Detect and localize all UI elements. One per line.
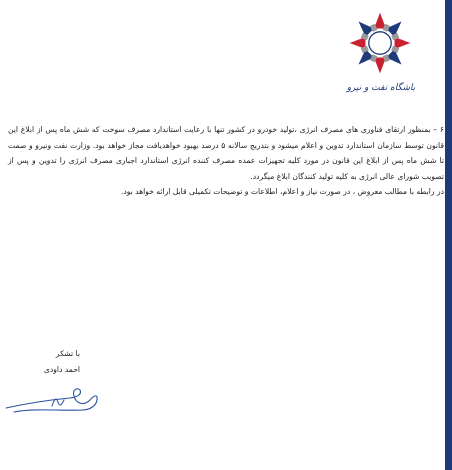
star-emblem-icon [347, 10, 413, 76]
signer-name: احمد داودی [43, 365, 80, 374]
closing-thanks: با تشکر [55, 349, 80, 358]
paragraph-note: در رابطه با مطالب معروض ، در صورت نیاز و اعلام، اطلاعات و توضیحات تکمیلی قابل ارائه خواهد بود. [120, 187, 444, 197]
org-name: باشگاه نفت و نیرو [346, 83, 416, 93]
handwritten-signature [4, 386, 104, 422]
paragraph-main: ۶ – بمنظور ارتقای فناوری های مصرف انرژی ،تولید خودرو در کشور تنها با رعایت استاندارد مصرف سوخت که شش ماه پس از ابلاغ این قانون توسط سازمان استاندارد تدوین و اعلام میشود و بتدریج سالانه ۵ درصد بهبود خواهدیافت مجاز خواهد بود. وزارت نفت ونیرو و صمت تا شش ماه پس از ابلاغ این قانون در مورد کلیه تجهیزات عمده مصرف کننده انرژی استاندارد اجباری مصرف انرژی را تدوین و پس از تصویب شورای عالی انرژی به کلیه تولید کنندگان ابلاغ میگردد. [8, 125, 444, 181]
closing-block [44, 346, 80, 378]
page-edge-bar [445, 0, 452, 470]
letter-body [8, 122, 444, 200]
